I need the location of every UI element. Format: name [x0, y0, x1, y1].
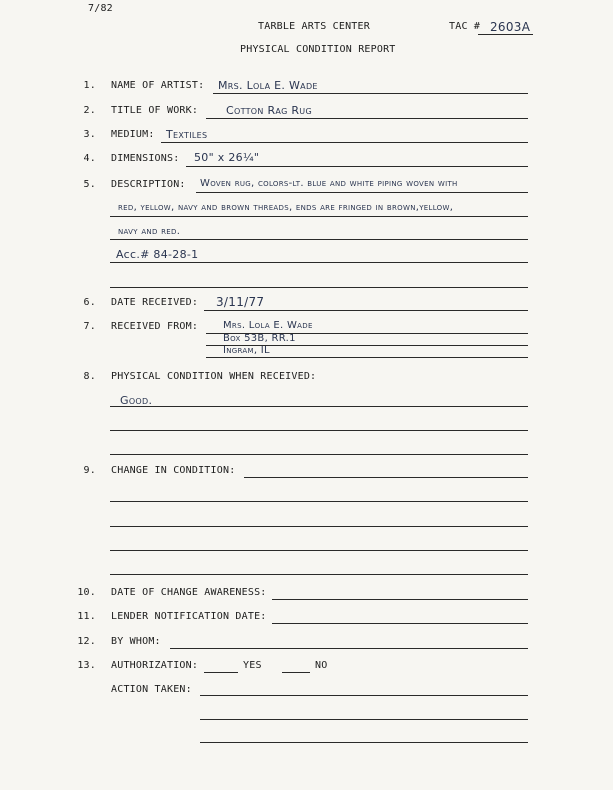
change-rule-3 [110, 526, 528, 527]
action-rule-2 [200, 719, 528, 720]
condition-received-label: PHYSICAL CONDITION WHEN RECEIVED: [111, 371, 317, 382]
item-number: 6. [83, 297, 96, 308]
tac-label: TAC # [449, 21, 481, 32]
description-rule-4 [110, 262, 528, 263]
change-date-line [272, 599, 528, 600]
date-received-line [204, 310, 528, 311]
medium-line [161, 142, 528, 143]
tac-value: 2603A [490, 20, 531, 34]
item-number: 1. [83, 80, 96, 91]
description-rule-1 [196, 192, 528, 193]
change-rule-5 [110, 574, 528, 575]
description-rule-2 [110, 216, 528, 217]
artist-label: NAME OF ARTIST: [111, 80, 205, 91]
tac-line [478, 34, 533, 35]
org-name: TARBLE ARTS CENTER [258, 21, 370, 32]
received-from-line-2: Box 53B, RR.1 [223, 333, 296, 344]
date-received-label: DATE RECEIVED: [111, 297, 199, 308]
yes-blank [204, 672, 238, 673]
item-number: 2. [83, 105, 96, 116]
item-number: 8. [83, 371, 96, 382]
medium-value: Textiles [166, 128, 208, 141]
description-line-3: navy and red. [118, 226, 181, 237]
item-number: 9. [83, 465, 96, 476]
dimensions-line [186, 166, 528, 167]
dimensions-label: DIMENSIONS: [111, 153, 180, 164]
authorization-label: AUTHORIZATION: [111, 660, 199, 671]
lender-date-line [272, 623, 528, 624]
item-number: 12. [77, 636, 96, 647]
condition-rule-3 [110, 454, 528, 455]
artist-value: Mrs. Lola E. Wade [218, 79, 318, 92]
date-code: 7/82 [88, 3, 113, 14]
accession-number: Acc.# 84-28-1 [116, 248, 199, 261]
action-taken-label: ACTION TAKEN: [111, 684, 192, 695]
condition-rule-1 [110, 406, 528, 407]
change-label: CHANGE IN CONDITION: [111, 465, 236, 476]
by-whom-line [170, 648, 528, 649]
item-number: 13. [77, 660, 96, 671]
item-number: 11. [77, 611, 96, 622]
received-from-line-3: Ingram, IL [223, 345, 270, 356]
description-rule-5 [110, 287, 528, 288]
item-number: 3. [83, 129, 96, 140]
description-label: DESCRIPTION: [111, 179, 186, 190]
yes-label: YES [243, 660, 262, 671]
item-number: 10. [77, 587, 96, 598]
action-rule-3 [200, 742, 528, 743]
title-label: TITLE OF WORK: [111, 105, 199, 116]
item-number: 5. [83, 179, 96, 190]
condition-received-value: Good. [120, 394, 153, 407]
artist-line [213, 93, 528, 94]
medium-label: MEDIUM: [111, 129, 155, 140]
change-date-label: DATE OF CHANGE AWARENESS: [111, 587, 267, 598]
date-received-value: 3/11/77 [216, 295, 265, 309]
condition-rule-2 [110, 430, 528, 431]
title-line [206, 118, 528, 119]
description-rule-3 [110, 239, 528, 240]
change-rule-2 [110, 501, 528, 502]
change-rule-4 [110, 550, 528, 551]
no-blank [282, 672, 310, 673]
dimensions-value: 50" x 26¼" [194, 151, 260, 164]
item-number: 7. [83, 321, 96, 332]
received-from-label: RECEIVED FROM: [111, 321, 199, 332]
item-number: 4. [83, 153, 96, 164]
lender-date-label: LENDER NOTIFICATION DATE: [111, 611, 267, 622]
description-line-1: Woven rug, colors-lt. blue and white piping woven with [200, 178, 458, 189]
no-label: NO [315, 660, 328, 671]
action-rule-1 [200, 695, 528, 696]
by-whom-label: BY WHOM: [111, 636, 161, 647]
change-rule-1 [244, 477, 528, 478]
description-line-2: red, yellow, navy and brown threads, ends are fringed in brown,yellow, [118, 202, 454, 213]
received-from-rule-3 [206, 357, 528, 358]
report-title: PHYSICAL CONDITION REPORT [240, 44, 396, 55]
title-value: Cotton Rag Rug [226, 104, 312, 117]
received-from-line-1: Mrs. Lola E. Wade [223, 320, 313, 331]
